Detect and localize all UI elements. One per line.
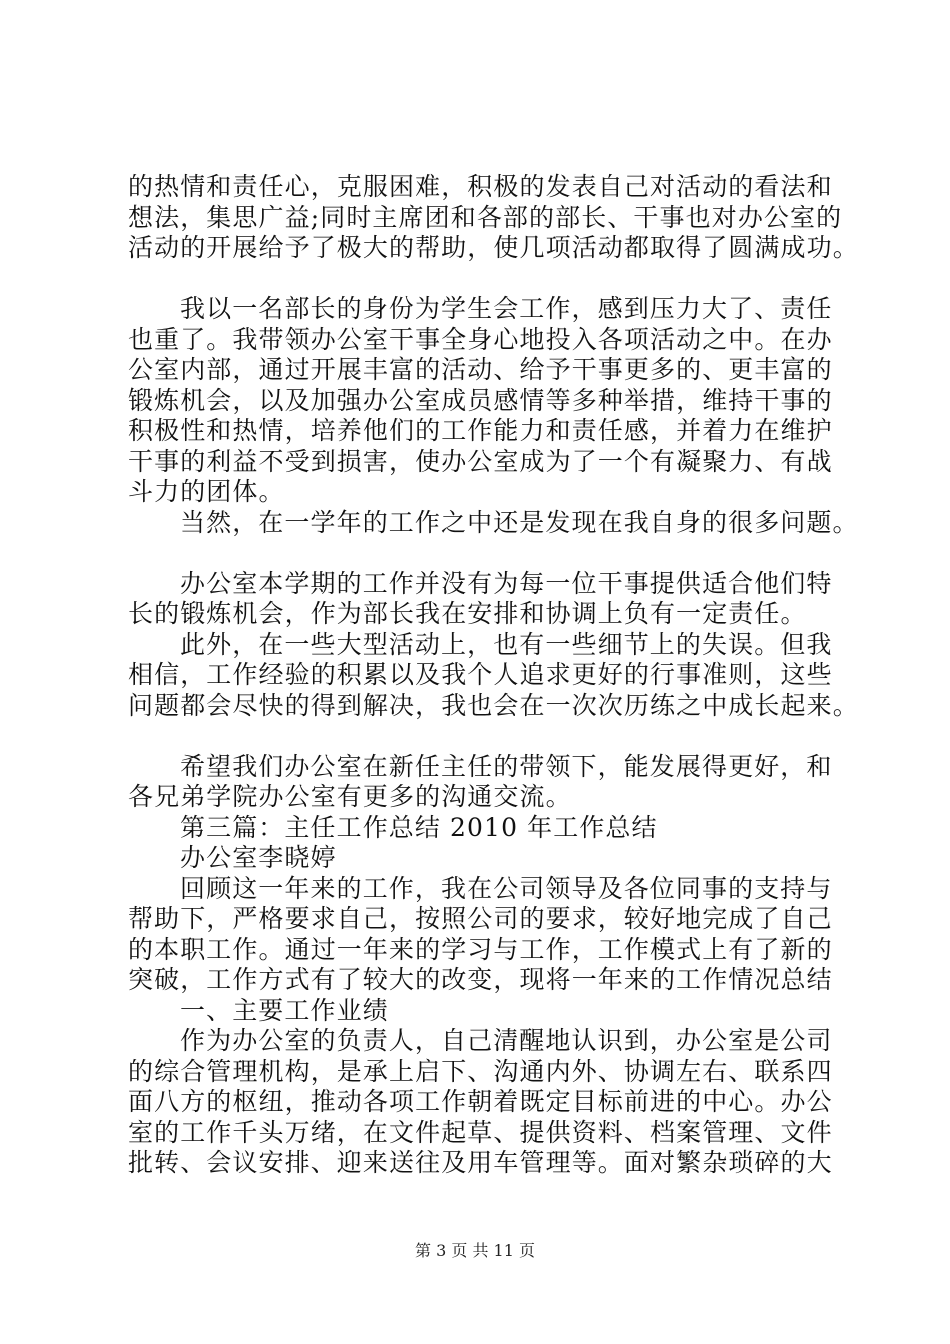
text-line: 回顾这一年来的工作，我在公司领导及各位同事的支持与 [180,873,833,903]
text-line: 各兄弟学院办公室有更多的沟通交流。 [128,782,572,811]
text-line: 一、主要工作业绩 [180,995,389,1025]
text-line: 的热情和责任心，克服困难，积极的发表自己对活动的看法和 [128,172,833,201]
paragraph [128,507,859,539]
text-line: 当然，在一学年的工作之中还是发现在我自身的很多问题。 [180,507,859,537]
page-footer: 第 3 页 共 11 页 [415,1241,535,1260]
text-line: 第三篇：主任工作总结 2010 年工作总结 [180,812,658,842]
paragraph [128,874,840,996]
text-line: 我以一名部长的身份为学生会工作，感到压力大了、责任 [180,294,833,323]
text-line: 积极性和热情，培养他们的工作能力和责任感，并着力在维护 [128,416,833,445]
paragraph-spacer [128,538,840,569]
text-line: 办公室李晓婷 [180,843,337,872]
text-line: 也重了。我带领办公室干事全身心地投入各项活动之中。在办 [128,324,833,354]
text-line: 的综合管理机构，是承上启下、沟通内外、协调左右、联系四 [128,1056,833,1086]
text-line: 作为办公室的负责人，自己清醒地认识到，办公室是公司 [180,1026,833,1055]
text-line: 室的工作千头万绪，在文件起草、提供资料、档案管理、文件 [128,1117,833,1147]
text-line: 希望我们办公室在新任主任的带领下，能发展得更好，和 [180,751,833,781]
text-line: 办公室本学期的工作并没有为每一位干事提供适合他们特 [180,568,833,598]
text-line: 问题都会尽快的得到解决，我也会在一次次历练之中成长起来。 [128,690,859,720]
paragraph-spacer [128,721,840,752]
paragraph [128,752,840,813]
text-line: 面八方的枢纽，推动各项工作朝着既定目标前进的中心。办公 [128,1087,833,1116]
text-line: 活动的开展给予了极大的帮助，使几项活动都取得了圆满成功。 [128,233,859,262]
paragraph [128,569,840,630]
document-body [128,172,859,1179]
text-line: 锻炼机会，以及加强办公室成员感情等多种举措，维持干事的 [128,385,833,415]
text-line: 想法，集思广益;同时主席团和各部的部长、干事也对办公室的 [128,202,843,232]
text-line: 公室内部，通过开展丰富的活动、给予干事更多的、更丰富的 [128,355,833,384]
paragraph [128,1026,840,1179]
paragraph [128,996,840,1027]
text-line: 此外，在一些大型活动上，也有一些细节上的失误。但我 [180,629,833,659]
text-line: 帮助下，严格要求自己，按照公司的要求，较好地完成了自己 [128,904,833,933]
text-line: 的本职工作。通过一年来的学习与工作，工作模式上有了新的 [128,934,833,964]
paragraph [128,172,859,264]
paragraph [128,294,840,508]
paragraph-spacer [128,264,840,295]
text-line: 突破，工作方式有了较大的改变，现将一年来的工作情况总结 [128,965,833,994]
text-line: 斗力的团体。 [128,477,285,506]
text-line: 干事的利益不受到损害，使办公室成为了一个有凝聚力、有战 [128,446,833,476]
text-line: 长的锻炼机会，作为部长我在安排和协调上负有一定责任。 [128,599,807,628]
text-line: 相信，工作经验的积累以及我个人追求更好的行事准则，这些 [128,660,833,689]
paragraph [128,843,840,874]
paragraph [128,813,840,844]
text-line: 批转、会议安排、迎来送往及用车管理等。面对繁杂琐碎的大 [128,1148,833,1177]
paragraph [128,629,859,722]
